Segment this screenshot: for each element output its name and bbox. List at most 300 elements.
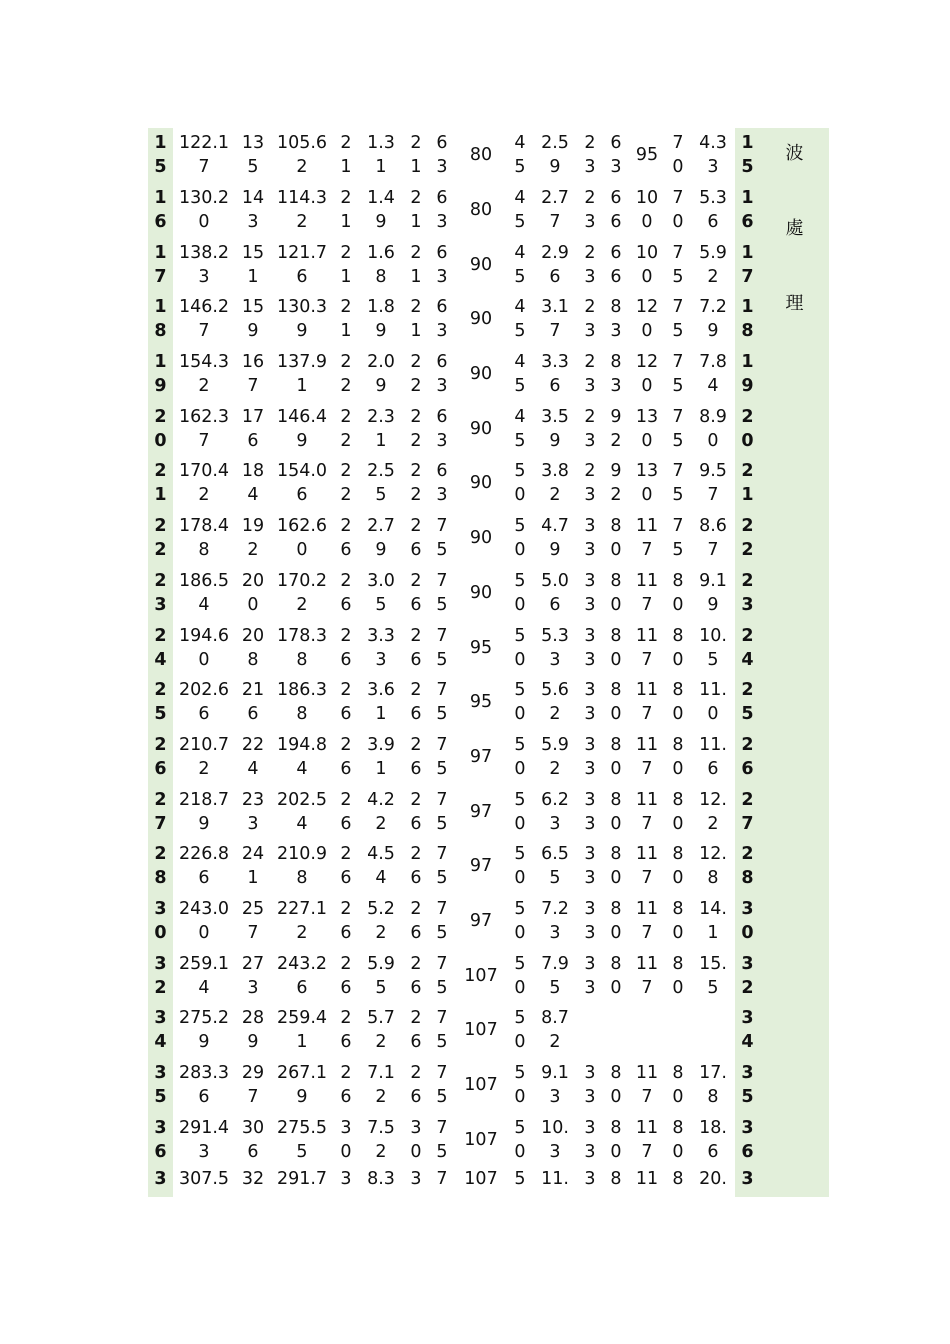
cell-line: 1 bbox=[247, 266, 259, 287]
cell-c7 bbox=[429, 128, 455, 183]
cell-c11 bbox=[577, 948, 603, 1003]
cell-line: 4 bbox=[514, 297, 526, 318]
cell-line: 170.2 bbox=[276, 570, 328, 591]
cell-c4 bbox=[333, 128, 359, 183]
cell-line: 6 bbox=[610, 266, 622, 287]
cell-line: 3 bbox=[549, 649, 561, 670]
cell-c13 bbox=[629, 675, 665, 730]
cell-line: 5 bbox=[514, 1008, 526, 1029]
cell-line: 11 bbox=[635, 1117, 659, 1138]
cell-line: 9 bbox=[549, 430, 561, 451]
cell-line: 2 bbox=[340, 242, 352, 263]
cell-line: 5 bbox=[154, 704, 167, 725]
cell-line: 7.9 bbox=[541, 953, 569, 974]
cell-trail bbox=[735, 1058, 760, 1113]
cell-c14 bbox=[665, 784, 691, 839]
cell-line: 3 bbox=[584, 704, 596, 725]
cell-line: 2 bbox=[410, 734, 422, 755]
cell-c5 bbox=[359, 183, 403, 238]
cell-c6 bbox=[403, 1167, 429, 1197]
cell-line: 8 bbox=[707, 1087, 719, 1108]
cell-line: 4 bbox=[154, 1032, 167, 1053]
cell-lead bbox=[148, 730, 173, 785]
cell-line: 15. bbox=[699, 953, 727, 974]
cell-line: 0 bbox=[514, 540, 526, 561]
cell-c1 bbox=[173, 128, 235, 183]
cell-line: 4 bbox=[514, 406, 526, 427]
cell-line: 6 bbox=[340, 649, 352, 670]
cell-line: 7 bbox=[641, 758, 653, 779]
cell-line: 3 bbox=[610, 321, 622, 342]
cell-c11 bbox=[577, 128, 603, 183]
cell-line: 7 bbox=[641, 922, 653, 943]
cell-line: 2.3 bbox=[367, 406, 395, 427]
cell-trail bbox=[735, 183, 760, 238]
cell-c9 bbox=[507, 292, 533, 347]
cell-c11 bbox=[577, 456, 603, 511]
cell-c5 bbox=[359, 1058, 403, 1113]
cell-line: 9 bbox=[296, 321, 308, 342]
cell-c4 bbox=[333, 839, 359, 894]
cell-c3 bbox=[271, 456, 333, 511]
cell-line: 8 bbox=[610, 789, 622, 810]
cell-line: 5 bbox=[436, 922, 448, 943]
cell-lead bbox=[148, 948, 173, 1003]
cell-c10 bbox=[533, 511, 577, 566]
cell-c5 bbox=[359, 948, 403, 1003]
cell-line: 2 bbox=[741, 540, 754, 561]
cell-line: 12. bbox=[699, 789, 727, 810]
cell-line: 3 bbox=[610, 376, 622, 397]
cell-trail bbox=[735, 401, 760, 456]
cell-line: 2.0 bbox=[367, 352, 395, 373]
cell-c12 bbox=[603, 1003, 629, 1058]
cell-c13 bbox=[629, 620, 665, 675]
cell-line: 121.7 bbox=[276, 242, 328, 263]
cell-line: 1 bbox=[154, 485, 167, 506]
cell-c15 bbox=[691, 784, 735, 839]
cell-line: 1 bbox=[247, 868, 259, 889]
cell-line: 5 bbox=[514, 376, 526, 397]
data-table bbox=[148, 128, 829, 1197]
cell-line: 2 bbox=[198, 485, 210, 506]
cell-line: 7 bbox=[641, 1141, 653, 1162]
cell-line: 307.5 bbox=[178, 1169, 230, 1190]
cell-line: 7 bbox=[641, 540, 653, 561]
cell-c6 bbox=[403, 839, 429, 894]
cell-line: 0 bbox=[610, 813, 622, 834]
cell-line: 9.1 bbox=[541, 1063, 569, 1084]
cell-line: 7 bbox=[436, 680, 448, 701]
cell-line: 2 bbox=[410, 625, 422, 646]
cell-line: 5.7 bbox=[367, 1008, 395, 1029]
cell-c13 bbox=[629, 183, 665, 238]
cell-c7 bbox=[429, 675, 455, 730]
cell-line: 3 bbox=[584, 953, 596, 974]
cell-line: 6.5 bbox=[541, 844, 569, 865]
cell-c14 bbox=[665, 620, 691, 675]
cell-line: 1 bbox=[375, 430, 387, 451]
cell-line: 9 bbox=[610, 406, 622, 427]
cell-line: 178.4 bbox=[178, 516, 230, 537]
cell-line: 3 bbox=[198, 1141, 210, 1162]
table-row bbox=[148, 730, 829, 785]
cell-c2 bbox=[235, 401, 271, 456]
cell-line: 6 bbox=[610, 242, 622, 263]
cell-line: 3 bbox=[549, 1087, 561, 1108]
cell-c2 bbox=[235, 620, 271, 675]
cell-line: 2 bbox=[610, 430, 622, 451]
cell-c11 bbox=[577, 511, 603, 566]
cell-lead bbox=[148, 894, 173, 949]
cell-line: 5.9 bbox=[699, 242, 727, 263]
cell-line: 3 bbox=[584, 898, 596, 919]
cell-line: 7 bbox=[198, 430, 210, 451]
cell-line: 5.0 bbox=[541, 570, 569, 591]
cell-line: 10 bbox=[635, 188, 659, 209]
cell-line: 16 bbox=[241, 352, 265, 373]
cell-line: 7 bbox=[198, 321, 210, 342]
cell-line: 3 bbox=[584, 1169, 596, 1190]
cell-line: 30 bbox=[241, 1117, 265, 1138]
cell-line: 1 bbox=[410, 266, 422, 287]
cell-line: 8 bbox=[610, 516, 622, 537]
cell-c6 bbox=[403, 784, 429, 839]
cell-c8: 97 bbox=[469, 746, 493, 767]
cell-line: 11 bbox=[635, 570, 659, 591]
cell-line: 114.3 bbox=[276, 188, 328, 209]
cell-line: 8 bbox=[610, 570, 622, 591]
cell-line: 5 bbox=[672, 540, 684, 561]
cell-c6 bbox=[403, 1058, 429, 1113]
cell-line: 4 bbox=[296, 813, 308, 834]
cell-c6 bbox=[403, 1112, 429, 1167]
cell-line: 2 bbox=[741, 570, 754, 591]
cell-line: 5 bbox=[436, 977, 448, 998]
cell-line: 6 bbox=[610, 212, 622, 233]
cell-line: 7 bbox=[672, 188, 684, 209]
cell-c5 bbox=[359, 675, 403, 730]
cell-line: 3 bbox=[584, 212, 596, 233]
cell-line: 0 bbox=[296, 540, 308, 561]
cell-line: 3 bbox=[584, 649, 596, 670]
cell-line: 2 bbox=[410, 242, 422, 263]
cell-line: 2 bbox=[584, 352, 596, 373]
cell-line: 2 bbox=[154, 540, 167, 561]
cell-c1 bbox=[173, 784, 235, 839]
cell-line: 28 bbox=[241, 1008, 265, 1029]
cell-c8: 90 bbox=[469, 473, 493, 494]
cell-c12 bbox=[603, 237, 629, 292]
cell-c14 bbox=[665, 894, 691, 949]
cell-line: 210.7 bbox=[178, 734, 230, 755]
cell-line: 6 bbox=[340, 704, 352, 725]
cell-c13 bbox=[629, 292, 665, 347]
cell-line: 11 bbox=[635, 1169, 659, 1190]
cell-c9 bbox=[507, 566, 533, 621]
cell-c13 bbox=[629, 1058, 665, 1113]
cell-c1 bbox=[173, 1112, 235, 1167]
cell-line: 9 bbox=[198, 813, 210, 834]
cell-line: 5 bbox=[514, 1063, 526, 1084]
cell-line: 2 bbox=[296, 212, 308, 233]
cell-line: 0 bbox=[154, 922, 167, 943]
cell-c9 bbox=[507, 237, 533, 292]
cell-line: 0 bbox=[514, 758, 526, 779]
cell-line: 6 bbox=[549, 376, 561, 397]
cell-c7 bbox=[429, 456, 455, 511]
cell-line: 5 bbox=[514, 898, 526, 919]
cell-line: 11 bbox=[635, 898, 659, 919]
cell-lead bbox=[148, 401, 173, 456]
cell-line: 18 bbox=[241, 461, 265, 482]
cell-line: 0 bbox=[610, 704, 622, 725]
cell-lead bbox=[148, 1058, 173, 1113]
cell-c2 bbox=[235, 128, 271, 183]
cell-trail bbox=[735, 1167, 760, 1197]
cell-line: 11. bbox=[699, 680, 727, 701]
cell-line: 0 bbox=[610, 649, 622, 670]
cell-line: 3 bbox=[584, 266, 596, 287]
cell-c4 bbox=[333, 456, 359, 511]
cell-c3 bbox=[271, 675, 333, 730]
cell-line: 9.5 bbox=[699, 461, 727, 482]
cell-c6 bbox=[403, 566, 429, 621]
cell-line: 0 bbox=[672, 868, 684, 889]
cell-c8: 80 bbox=[469, 200, 493, 221]
cell-c14 bbox=[665, 566, 691, 621]
cell-line: 3.5 bbox=[541, 406, 569, 427]
cell-c4 bbox=[333, 948, 359, 1003]
cell-c5 bbox=[359, 237, 403, 292]
cell-line: 7 bbox=[707, 485, 719, 506]
cell-c10 bbox=[533, 183, 577, 238]
cell-line: 3 bbox=[584, 376, 596, 397]
cell-line: 3 bbox=[154, 1169, 167, 1190]
cell-line: 5 bbox=[154, 157, 167, 178]
cell-line: 6 bbox=[247, 1141, 259, 1162]
cell-c3 bbox=[271, 1112, 333, 1167]
cell-line: 1 bbox=[410, 157, 422, 178]
cell-c8: 107 bbox=[464, 1020, 498, 1041]
cell-c11 bbox=[577, 292, 603, 347]
cell-line: 0 bbox=[707, 704, 719, 725]
cell-line: 3 bbox=[584, 680, 596, 701]
cell-c3 bbox=[271, 128, 333, 183]
cell-c14 bbox=[665, 730, 691, 785]
cell-line: 194.6 bbox=[178, 625, 230, 646]
cell-c4 bbox=[333, 237, 359, 292]
cell-line: 6 bbox=[340, 922, 352, 943]
cell-line: 17. bbox=[699, 1063, 727, 1084]
cell-line: 3 bbox=[154, 953, 167, 974]
cell-c10 bbox=[533, 237, 577, 292]
cell-line: 5 bbox=[514, 516, 526, 537]
cell-line: 6 bbox=[741, 758, 754, 779]
cell-c1 bbox=[173, 237, 235, 292]
cell-c9 bbox=[507, 1003, 533, 1058]
cell-line: 8 bbox=[375, 266, 387, 287]
cell-c13 bbox=[629, 730, 665, 785]
cell-c1 bbox=[173, 1167, 235, 1197]
cell-line: 8 bbox=[741, 321, 754, 342]
cell-c4 bbox=[333, 1167, 359, 1197]
cell-line: 8 bbox=[296, 704, 308, 725]
cell-line: 0 bbox=[198, 922, 210, 943]
cell-line: 8 bbox=[672, 844, 684, 865]
cell-line: 1 bbox=[154, 297, 167, 318]
table-row bbox=[148, 1112, 829, 1167]
cell-line: 4 bbox=[247, 758, 259, 779]
cell-lead bbox=[148, 675, 173, 730]
cell-c9 bbox=[507, 401, 533, 456]
cell-lead bbox=[148, 620, 173, 675]
cell-line: 8 bbox=[672, 570, 684, 591]
cell-c8: 107 bbox=[464, 1129, 498, 1150]
cell-line: 2 bbox=[584, 188, 596, 209]
cell-c13 bbox=[629, 456, 665, 511]
cell-c13 bbox=[629, 1167, 665, 1197]
cell-line: 5 bbox=[375, 485, 387, 506]
cell-c2 bbox=[235, 839, 271, 894]
cell-line: 9 bbox=[247, 1032, 259, 1053]
cell-line: 0 bbox=[741, 430, 754, 451]
cell-line: 1 bbox=[340, 212, 352, 233]
cell-c2 bbox=[235, 292, 271, 347]
cell-line: 9 bbox=[549, 157, 561, 178]
cell-c9 bbox=[507, 1058, 533, 1113]
cell-line: 7 bbox=[741, 266, 754, 287]
cell-line: 0 bbox=[641, 321, 653, 342]
cell-line: 5 bbox=[514, 430, 526, 451]
cell-line: 259.4 bbox=[276, 1008, 328, 1029]
cell-c10 bbox=[533, 347, 577, 402]
cell-line: 3 bbox=[741, 1008, 754, 1029]
cell-line: 3 bbox=[549, 1141, 561, 1162]
cell-line: 3 bbox=[584, 321, 596, 342]
cell-c2 bbox=[235, 1112, 271, 1167]
cell-line: 3 bbox=[198, 266, 210, 287]
cell-line: 20 bbox=[241, 625, 265, 646]
cell-c14 bbox=[665, 1167, 691, 1197]
cell-c14 bbox=[665, 839, 691, 894]
cell-line: 9 bbox=[296, 430, 308, 451]
cell-line: 6 bbox=[549, 594, 561, 615]
cell-c12 bbox=[603, 620, 629, 675]
cell-line: 11 bbox=[635, 789, 659, 810]
cell-line: 138.2 bbox=[178, 242, 230, 263]
cell-line: 1.6 bbox=[367, 242, 395, 263]
cell-line: 194.8 bbox=[276, 734, 328, 755]
cell-line: 2.5 bbox=[541, 133, 569, 154]
cell-line: 1 bbox=[741, 485, 754, 506]
cell-c5 bbox=[359, 1167, 403, 1197]
cell-line: 7 bbox=[641, 704, 653, 725]
cell-c6 bbox=[403, 730, 429, 785]
cell-line: 4.7 bbox=[541, 516, 569, 537]
cell-c14 bbox=[665, 401, 691, 456]
cell-line: 275.2 bbox=[178, 1008, 230, 1029]
cell-line: 154.0 bbox=[276, 461, 328, 482]
cell-line: 32 bbox=[241, 1169, 265, 1190]
cell-c2 bbox=[235, 948, 271, 1003]
cell-c12 bbox=[603, 948, 629, 1003]
cell-line: 3 bbox=[610, 157, 622, 178]
cell-line: 2 bbox=[296, 594, 308, 615]
cell-line: 2.7 bbox=[367, 516, 395, 537]
cell-line: 8 bbox=[610, 1063, 622, 1084]
cell-line: 2 bbox=[584, 133, 596, 154]
cell-c11 bbox=[577, 730, 603, 785]
cell-c15 bbox=[691, 292, 735, 347]
cell-line: 3 bbox=[741, 1063, 754, 1084]
cell-line: 2 bbox=[584, 242, 596, 263]
cell-line: 2 bbox=[410, 430, 422, 451]
cell-c15 bbox=[691, 401, 735, 456]
cell-line: 0 bbox=[514, 594, 526, 615]
cell-c15 bbox=[691, 183, 735, 238]
cell-trail bbox=[735, 128, 760, 183]
cell-c5 bbox=[359, 784, 403, 839]
cell-line: 3 bbox=[584, 1087, 596, 1108]
cell-line: 0 bbox=[514, 704, 526, 725]
cell-lead bbox=[148, 566, 173, 621]
cell-line: 162.6 bbox=[276, 516, 328, 537]
cell-line: 7 bbox=[436, 953, 448, 974]
cell-line: 11 bbox=[635, 1063, 659, 1084]
cell-line: 8.6 bbox=[699, 516, 727, 537]
cell-c15 bbox=[691, 1112, 735, 1167]
cell-line: 7 bbox=[154, 813, 167, 834]
cell-line: 5 bbox=[514, 212, 526, 233]
cell-line: 4 bbox=[198, 594, 210, 615]
cell-line: 2 bbox=[410, 376, 422, 397]
cell-line: 6 bbox=[198, 704, 210, 725]
cell-line: 2 bbox=[340, 188, 352, 209]
cell-line: 1 bbox=[340, 321, 352, 342]
cell-line: 3 bbox=[375, 649, 387, 670]
cell-line: 1 bbox=[741, 188, 754, 209]
cell-line: 6 bbox=[436, 188, 448, 209]
cell-c10 bbox=[533, 292, 577, 347]
cell-line: 11 bbox=[635, 680, 659, 701]
cell-c3 bbox=[271, 1058, 333, 1113]
cell-line: 12. bbox=[699, 844, 727, 865]
cell-c1 bbox=[173, 894, 235, 949]
cell-line: 8 bbox=[296, 649, 308, 670]
cell-line: 2 bbox=[340, 516, 352, 537]
cell-line: 291.4 bbox=[178, 1117, 230, 1138]
cell-c9 bbox=[507, 183, 533, 238]
cell-c12 bbox=[603, 1167, 629, 1197]
cell-line: 5 bbox=[672, 485, 684, 506]
cell-c12 bbox=[603, 347, 629, 402]
cell-c3 bbox=[271, 1003, 333, 1058]
cell-line: 4 bbox=[741, 1032, 754, 1053]
cell-c12 bbox=[603, 730, 629, 785]
cell-line: 7 bbox=[672, 352, 684, 373]
cell-line: 227.1 bbox=[276, 898, 328, 919]
cell-line: 2 bbox=[340, 430, 352, 451]
cell-trail bbox=[735, 675, 760, 730]
cell-line: 2 bbox=[340, 789, 352, 810]
cell-c3 bbox=[271, 620, 333, 675]
cell-line: 9 bbox=[375, 212, 387, 233]
cell-line: 11. bbox=[541, 1169, 569, 1190]
cell-line: 4.3 bbox=[699, 133, 727, 154]
cell-line: 0 bbox=[610, 594, 622, 615]
cell-c9 bbox=[507, 511, 533, 566]
